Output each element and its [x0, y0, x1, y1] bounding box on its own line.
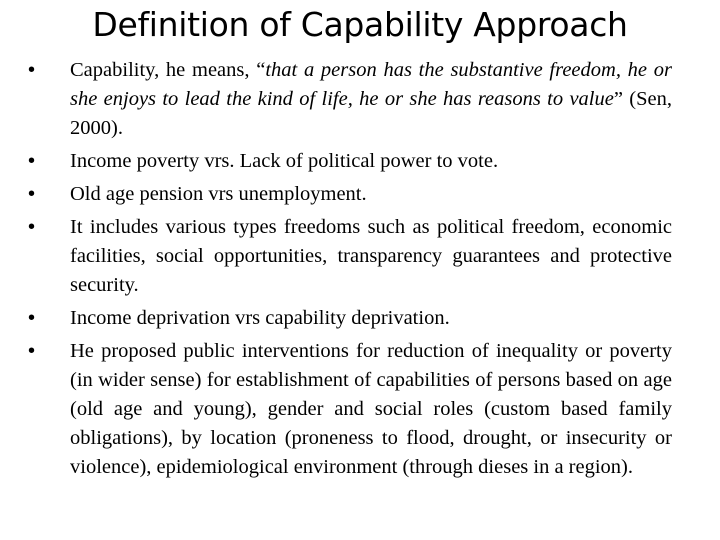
- bullet-item-old-age-pension: [28, 180, 672, 209]
- citation-text: ” (Sen, 2000).: [70, 88, 672, 139]
- bullet-point-icon: •: [28, 150, 36, 172]
- bullet-item-public-interventions: [28, 337, 672, 482]
- slide-title: Definition of Capability Approach: [92, 5, 628, 44]
- bullet-point-icon: •: [28, 183, 36, 205]
- bullet-point-icon: •: [28, 216, 36, 238]
- bullet-point-icon: •: [28, 307, 36, 329]
- bullet-text: He proposed public interventions for reduction of inequality or poverty (in wider sense) for establishment of capabilities of persons based on age (old age and young), gender and social roles (custom based family obligations), by location (proneness to flood, drought, or insecurity or violence), epidemiological environment (through dieses in a region).: [70, 340, 672, 478]
- bullet-text: Income deprivation vrs capability deprivation.: [70, 307, 450, 329]
- bullet-point-icon: •: [28, 59, 36, 81]
- bullet-text: Old age pension vrs unemployment.: [70, 183, 367, 205]
- bullet-text: It includes various types freedoms such as political freedom, economic facilities, social opportunities, transparency guarantees and protective security.: [70, 216, 672, 296]
- bullet-item-income-deprivation: [28, 304, 672, 333]
- bullet-item-freedoms: [28, 213, 672, 300]
- bullet-text: Income poverty vrs. Lack of political power to vote.: [70, 150, 499, 172]
- bullet-list: [28, 56, 672, 486]
- bullet-lead-text: Capability, he means, “: [70, 59, 266, 81]
- quoted-definition: that a person has the substantive freedom, he or she enjoys to lead the kind of life, he or she has reasons to value: [70, 59, 672, 110]
- bullet-point-icon: •: [28, 340, 36, 362]
- bullet-item-capability-definition: [28, 56, 672, 143]
- bullet-item-income-poverty: [28, 147, 672, 176]
